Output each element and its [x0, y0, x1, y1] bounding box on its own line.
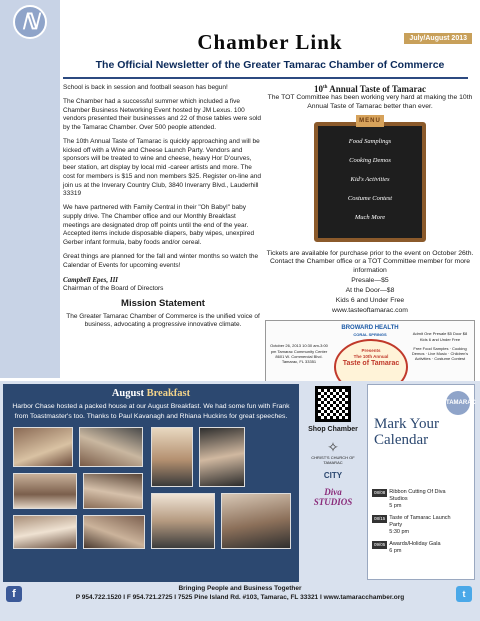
footer [0, 582, 480, 621]
sponsor-city: CITY [323, 471, 343, 481]
shop-chamber-label: Shop Chamber [308, 426, 358, 433]
menu-chalkboard [314, 117, 426, 242]
breakfast-photo [83, 515, 145, 549]
mission-text: The Greater Tamarac Chamber of Commerce is the unified voice of business, advocating a progressive innovative climate. [66, 312, 260, 329]
breakfast-photo [13, 515, 77, 549]
letter-paragraph: We have partnered with Family Central in their "Oh Baby!" baby supply drive. The Chamber office and our Monthly Breakfast meetings are designated drop off points until the end of the year. Accepted items include disposable diapers, baby wipes, unexpired Gerber infant formula, baby foods and/or cereal. [63, 204, 255, 247]
newsletter-subtitle: The Official Newsletter of the Greater Tamarac Chamber of Commerce [95, 59, 445, 71]
menu-sign: MENU [356, 115, 384, 127]
church-logo-icon: ✧ [327, 439, 339, 455]
kids-price: Kids 6 and Under Free [335, 296, 405, 304]
facebook-icon[interactable]: f [6, 586, 22, 602]
breakfast-title: August Breakfast [111, 388, 191, 399]
ticket-admit: Admit One Presale $5 Door $8 Kids 6 and Under Free Free Food Samples · Cooking Demos · Live Music · Children's Activities · Costume Contest [411, 331, 469, 362]
letter-paragraph: The Chamber had a successful summer which included a five Chamber Business Networking Event hosted by JM Lexus. 100 vendors presented their businesses and 22 of those tables were sold by the Tamarac Chamber. Over 500 people attended. [63, 97, 262, 132]
taste-title: 10th Annual Taste of Tamarac [314, 84, 426, 94]
breakfast-intro: Harbor Chase hosted a packed house at our August Breakfast. We had some fun with Frank from Toastmaster's too. Thanks to Paul Kavanagh and Rhiana Huckins for great speeches. [12, 403, 290, 420]
breakfast-photo [151, 427, 193, 487]
mission-title: Mission Statement [121, 297, 205, 309]
calendar-event: 09/05 Awards/Holiday Gala 6 pm [374, 541, 441, 555]
calendar-heading: Mark Your Calendar [374, 416, 440, 448]
presale-price: Presale—$5 [351, 277, 389, 285]
breakfast-photo-collage [9, 427, 293, 552]
ticket-date-info: October 26, 2013 10:30 am-3:00 pm Tamarac Community Center 8601 W. Commercial Blvd. Tamarac, FL 33351 [270, 343, 328, 365]
letter-paragraph: Great things are planned for the fall and winter months so watch the Calendar of Events for upcoming events! [63, 253, 259, 269]
footer-tagline: Bringing People and Business Together [178, 585, 302, 592]
newsletter-title: Chamber Link [197, 30, 343, 54]
ticket-sponsor: BROWARD HEALTH [341, 325, 399, 332]
ticket-center-badge: Presents The 10th Annual Taste of Tamarac [334, 339, 408, 395]
door-price: At the Door—$8 [345, 286, 395, 294]
signature-role: Chairman of the Board of Directors [63, 284, 164, 292]
calendar-of-events [367, 384, 475, 580]
ticket-info [265, 250, 475, 316]
menu-item: Food Samplings [348, 137, 392, 145]
taste-of-tamarac-section [265, 84, 475, 398]
menu-item: Much More [354, 213, 386, 221]
tickets-line: Tickets are available for purchase prior to the event on October 26th. Contact the Chamber office or a TOT Committee member for more information [266, 249, 474, 275]
issue-date-badge: July/August 2013 [404, 33, 472, 44]
breakfast-photo [13, 473, 77, 509]
signature-name: Campbell Epes, III [63, 275, 119, 284]
taste-website-link[interactable]: www.tasteoftamarac.com [332, 306, 408, 314]
breakfast-photo [79, 427, 143, 467]
letter-paragraph: The 10th Annual Taste of Tamarac is quickly approaching and will be kicked off with a Wine and Cheese Launch Party. Vendors and sponsors will be treated to wine and cheese, heavy Hor D'ourves, beer station, art display by local mid -career artists and more. The cost for members is $15 and non members $25. Register on-line and join us at the Inverary Country Club, 3840 Inverarry Blvd., Lauderhill 33319 [63, 137, 261, 198]
swirl-logo-icon: ℕ [13, 5, 47, 39]
masthead [60, 30, 480, 71]
calendar-event: 08/15 Taste of Tamarac Launch Party 5:30 pm [374, 515, 451, 536]
left-sidebar-band [0, 0, 60, 378]
breakfast-photo [221, 493, 291, 549]
menu-item: Cooking Demos [349, 156, 391, 164]
august-breakfast-section [3, 384, 299, 582]
calendar-event: 08/08 Ribbon Cutting Of Diva Studios 5 pm [374, 489, 446, 510]
shop-chamber-section [302, 384, 364, 582]
breakfast-photo [83, 473, 143, 509]
footer-address: P 954.722.1520 I F 954.721.2725 I 7525 Pine Island Rd. #103, Tamarac, FL 33321 I www.tamaracchamber.org [75, 594, 405, 601]
taste-intro: The TOT Committee has been working very hard at making the 10th Annual Taste of Tamarac better than ever. [267, 94, 473, 110]
menu-item: Kid's Activities [350, 175, 390, 183]
twitter-icon[interactable]: t [456, 586, 472, 602]
sponsor-church: ✧ CHRIST'S CHURCH OF TAMARAC [306, 439, 361, 465]
sponsor-diva: Diva STUDIOS [313, 486, 353, 507]
chairman-letter [63, 84, 263, 330]
letter-paragraph: School is back in session and football season has begun! [63, 84, 228, 91]
ticket-sponsor-sub: CORAL SPRINGS [353, 332, 387, 338]
menu-item: Costume Contest [347, 194, 393, 202]
masthead-rule [63, 77, 468, 79]
qr-code-icon[interactable] [315, 386, 351, 422]
tamarac-logo-icon: TAMARAC [446, 391, 470, 415]
breakfast-photo [151, 493, 215, 549]
breakfast-photo [199, 427, 245, 487]
breakfast-photo [13, 427, 73, 467]
